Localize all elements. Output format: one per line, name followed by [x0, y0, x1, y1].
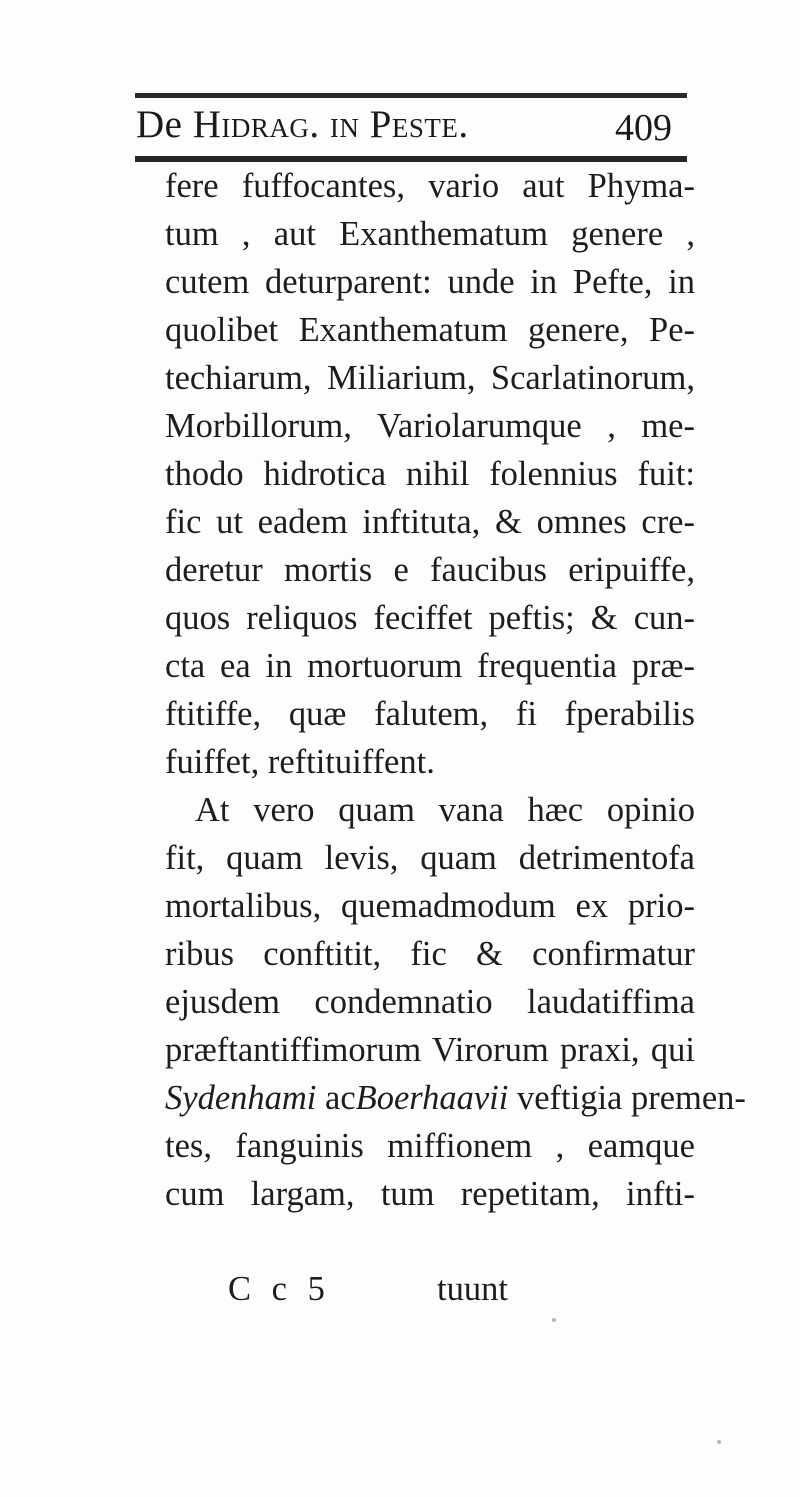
- author-name-boerhaave: Boerhaavii: [355, 1079, 509, 1117]
- text-line-16: mortalibus, quemadmodum ex prio-: [165, 887, 695, 925]
- header-top-rule: [135, 93, 687, 98]
- text-line-8: fic ut eadem inftituta, & omnes cre-: [165, 503, 695, 541]
- catchword: tuunt: [437, 1270, 508, 1308]
- text-line-17: ribus conftitit, fic & confirmatur: [165, 935, 695, 973]
- running-head-prefix: De: [136, 103, 183, 146]
- page-header: [0, 100, 800, 160]
- text-line-20: [165, 1074, 746, 1122]
- text-line-7: thodo hidrotica nihil folennius fuit:: [165, 455, 695, 493]
- paper-speck: [717, 1440, 721, 1444]
- text-line-6: Morbillorum, Variolarumque , me-: [165, 407, 695, 445]
- paper-speck: [552, 1318, 556, 1322]
- text-line-13: fuiffet, reftituiffent.: [165, 743, 435, 781]
- text-line-14: At vero quam vana hæc opinio: [195, 791, 695, 829]
- text-line-15: fit, quam levis, quam detrimentofa: [165, 839, 695, 877]
- text-line-1: fere fuffocantes, vario aut Phyma-: [165, 167, 695, 205]
- text-line-19: præftantiffimorum Virorum praxi, qui: [165, 1031, 695, 1069]
- text-line-10: quos reliquos feciffet peftis; & cun-: [165, 599, 695, 637]
- body-text: [165, 162, 746, 1218]
- text-line-12: ftitiffe, quæ falutem, fi fperabilis: [165, 695, 695, 733]
- text-line-11: cta ea in mortuorum frequentia præ-: [165, 647, 695, 685]
- page-footer: [0, 1265, 800, 1313]
- author-name-sydenham: Sydenhami: [165, 1079, 317, 1117]
- signature-mark: C c 5: [228, 1270, 331, 1308]
- text-line-22: cum largam, tum repetitam, infti-: [165, 1175, 695, 1213]
- text-line-9: deretur mortis e faucibus eripuiffe,: [165, 551, 695, 589]
- text-line-5: techiarum, Miliarium, Scarlatinorum,: [165, 359, 695, 397]
- running-head-title: Hidrag. in Peste.: [192, 103, 469, 146]
- text-line-4: quolibet Exanthematum genere, Pe-: [165, 311, 695, 349]
- text-line-18: ejusdem condemnatio laudatiffima: [165, 983, 695, 1021]
- line-remainder: veftigia premen-: [508, 1079, 746, 1117]
- running-head: [136, 102, 469, 147]
- text-line-3: cutem deturparent: unde in Pefte, in: [165, 263, 695, 301]
- page-number: 409: [615, 107, 672, 149]
- connector-text: ac: [316, 1079, 356, 1117]
- text-line-21: tes, fanguinis miffionem , eamque: [165, 1127, 695, 1165]
- text-line-2: tum , aut Exanthematum genere ,: [165, 215, 695, 253]
